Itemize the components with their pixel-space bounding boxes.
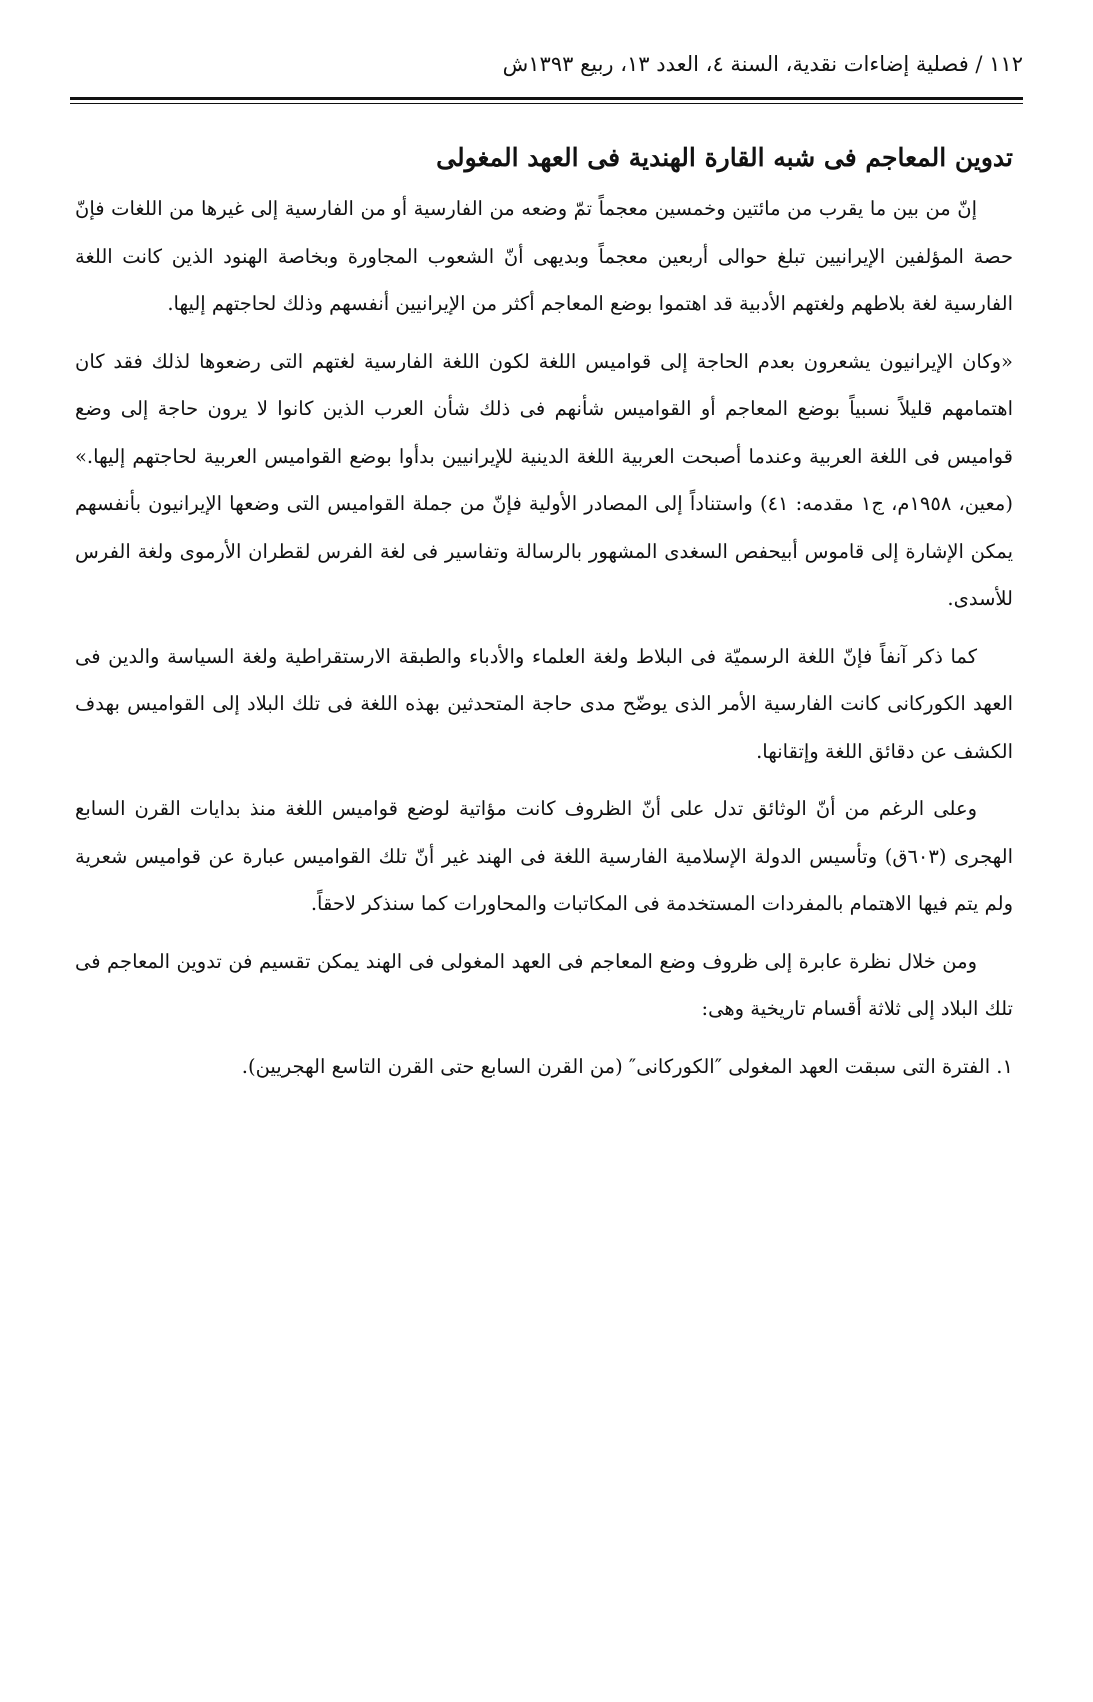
paragraph-4: وعلى الرغم من أنّ الوثائق تدل على أنّ الظروف كانت مؤاتية لوضع قواميس اللغة منذ بدايات القرن السابع الهجرى (٦٠٣ق) وتأسيس الدولة الإسلامية الفارسية اللغة فى الهند غير أنّ تلك القواميس عبارة عن قواميس شعرية ولم يتم فيها الاهتمام بالمفردات المستخدمة فى المكاتبات والمحاورات كما سنذكر لاحقاً. [75,797,1013,915]
running-header: ١١٢ / فصلية إضاءات نقدية، السنة ٤، العدد ١٣، ربيع ١٣٩٣ش [502,52,1023,76]
paragraph-1: إنّ من بين ما يقرب من مائتين وخمسين معجماً تمّ وضعه من الفارسية أو من الفارسية إلى غيرها من اللغات فإنّ حصة المؤلفين الإيرانيين تبلغ حوالى أربعين معجماً وبديهى أنّ الشعوب المجاورة وبخاصة الهنود الذين كانت اللغة الفارسية لغة بلاطهم ولغتهم الأدبية قد اهتموا بوضع المعاجم أكثر من الإيرانيين أنفسهم وذلك لحاجتهم إليها. [75,197,1013,315]
list-item-1: ١. الفترة التى سبقت العهد المغولى ″الكوركانى″ (من القرن السابع حتى القرن التاسع الهجريين). [241,1054,1013,1078]
paragraph-5: ومن خلال نظرة عابرة إلى ظروف وضع المعاجم فى العهد المغولى فى الهند يمكن تقسيم فن تدوين المعاجم فى تلك البلاد إلى ثلاثة أقسام تاريخية وهى: [75,949,1013,1020]
paragraph-3: كما ذكر آنفاً فإنّ اللغة الرسميّة فى البلاط ولغة العلماء والأدباء والطبقة الارستقراطية ولغة السياسة والدين فى العهد الكوركانى كانت الفارسية الأمر الذى يوضّح مدى حاجة المتحدثين بهذه اللغة فى تلك البلاد إلى القواميس بهدف الكشف عن دقائق اللغة وإتقانها. [75,644,1013,763]
header-rule [70,97,1023,100]
section-title: تدوين المعاجم فى شبه القارة الهندية فى العهد المغولى [436,143,1013,172]
paragraph-2-quote: «وكان الإيرانيون يشعرون بعدم الحاجة إلى قواميس اللغة لكون اللغة الفارسية لغتهم التى رضعوها لذلك فقد كان اهتمامهم قليلاً نسبياً بوضع المعاجم أو القواميس شأنهم فى ذلك شأن العرب الذين كانوا لا يرون حاجة إلى وضع قواميس فى اللغة العربية وعندما أصبحت العربية اللغة الدينية للإيرانيين بدأوا بوضع القواميس العربية لحاجتهم إليها.» (معين، ١٩٥٨م، ج١ مقدمه: ٤١) واستناداً إلى المصادر الأولية فإنّ من جملة القواميس التى وضعها الإيرانيون بأنفسهم يمكن الإشارة إلى قاموس أبيحفص السغدى المشهور بالرسالة وتفاسير فى لغة الفرس لقطران الأرموى ولغة الفرس للأسدى. [75,349,1013,610]
page-content [75,135,1013,1090]
